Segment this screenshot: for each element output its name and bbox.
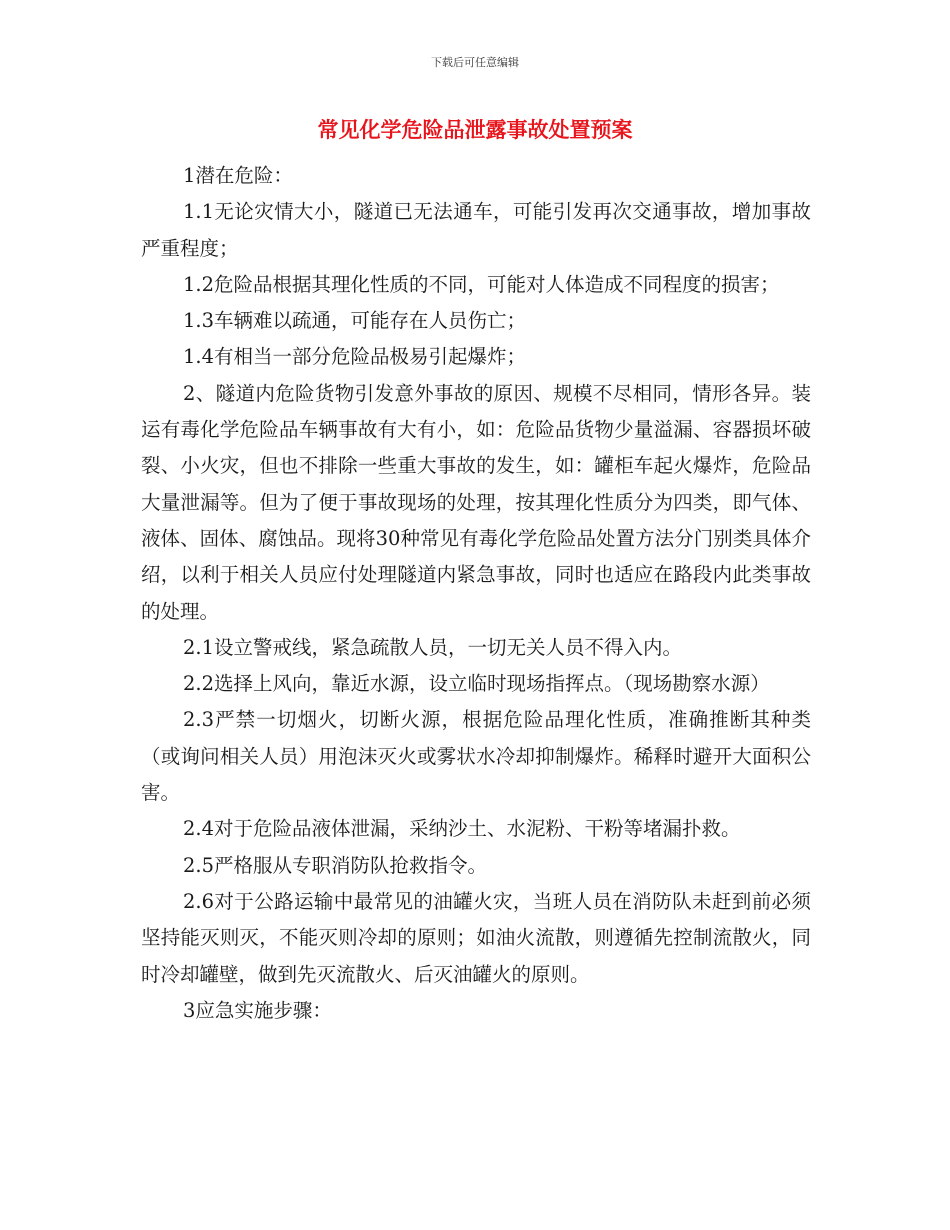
paragraph: 1潜在危险： [183,164,293,187]
paragraph: 1.1无论灾情大小，隧道已无法通车，可能引发再次交通事故，增加事故严重程度； [141,200,811,260]
paragraph: 3应急实施步骤： [183,998,332,1022]
header-note: 下载后可任意编辑 [431,56,519,69]
document-body [141,158,811,1029]
document-title: 常见化学危险品泄露事故处置预案 [317,118,633,142]
paragraph: 2.4对于危险品液体泄漏，采纳沙土、水泥粉、干粉等堵漏扑救。 [183,817,741,841]
paragraph: 1.4有相当一部分危险品极易引起爆炸； [183,345,527,369]
paragraph: 2.2选择上风向，靠近水源，设立临时现场指挥点。（现场勘察水源） [183,672,770,696]
paragraph: 2.5严格服从专职消防队抢救指令。 [183,853,488,877]
paragraph: 2.1设立警戒线，紧急疏散人员，一切无关人员不得入内。 [183,635,683,659]
paragraph: 1.2危险品根据其理化性质的不同，可能对人体造成不同程度的损害； [183,272,780,296]
paragraph: 2.6对于公路运输中最常见的油罐火灾，当班人员在消防队未赶到前必须坚持能灭则灭，不能灭则冷却的原则；如油火流散，则遵循先控制流散火，同时冷却罐壁，做到先灭流散火、后灭油罐火的原则。 [141,889,811,986]
paragraph: 1.3车辆难以疏通，可能存在人员伤亡； [183,309,527,333]
paragraph: 2、隧道内危险货物引发意外事故的原因、规模不尽相同，情形各异。装运有毒化学危险品车辆事故有大有小，如：危险品货物少量溢漏、容器损坏破裂、小火灾，但也不排除一些重大事故的发生，如：罐柜车起火爆炸，危险品大量泄漏等。但为了便于事故现场的处理，按其理化性质分为四类，即气体、液体、固体、腐蚀品。现将30种常见有毒化学危险品处置方法分门别类具体介绍，以利于相关人员应付处理隧道内紧急事故，同时也适应在路段内此类事故的处理。 [141,381,811,623]
paragraph: 2.3严禁一切烟火，切断火源，根据危险品理化性质，准确推断其种类（或询问相关人员）用泡沫灭火或雾状水冷却抑制爆炸。稀释时避开大面积公害。 [141,708,811,805]
